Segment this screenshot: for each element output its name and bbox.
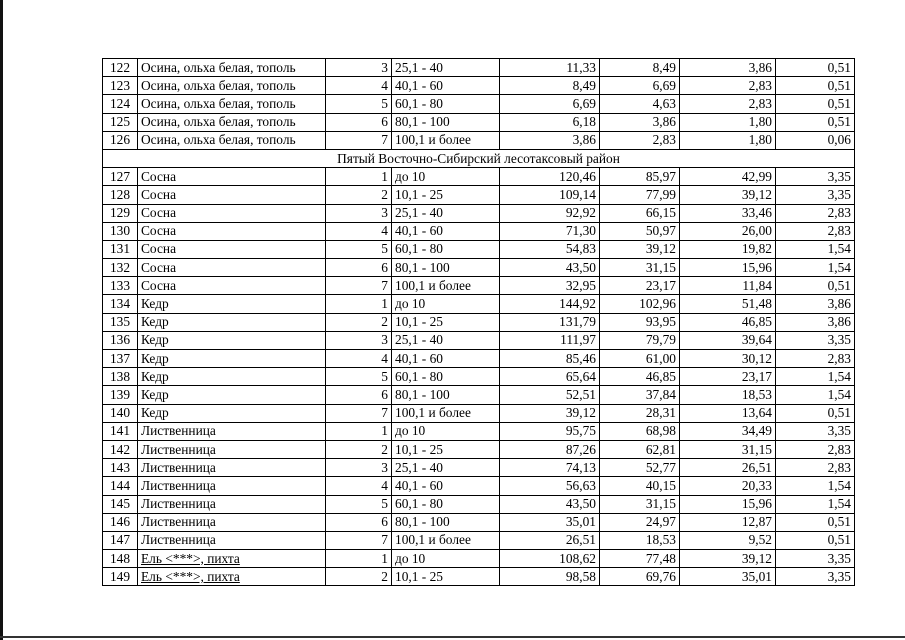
rate-cell-3: 46,85 <box>680 313 776 331</box>
rate-cell-2: 68,98 <box>600 422 680 440</box>
rate-cell-3: 2,83 <box>680 95 776 113</box>
rate-cell-4: 2,83 <box>776 459 855 477</box>
row-number-cell: 147 <box>103 531 138 549</box>
species-label: Ель <***>, пихта <box>141 550 240 566</box>
table-row <box>103 422 855 440</box>
table-row <box>103 459 855 477</box>
species-cell: Лиственница <box>138 422 326 440</box>
table-row <box>103 131 855 149</box>
table-row <box>103 240 855 258</box>
species-label: Ель <***>, пихта <box>141 568 240 584</box>
group-cell: 2 <box>326 440 392 458</box>
range-cell: 60,1 - 80 <box>392 368 500 386</box>
rate-cell-4: 0,51 <box>776 513 855 531</box>
range-cell: 10,1 - 25 <box>392 313 500 331</box>
row-number-cell: 135 <box>103 313 138 331</box>
table-row <box>103 477 855 495</box>
range-cell: 80,1 - 100 <box>392 113 500 131</box>
scan-bottom-line <box>0 636 905 638</box>
rate-cell-1: 108,62 <box>500 550 600 568</box>
row-number-cell: 129 <box>103 204 138 222</box>
species-cell: Сосна <box>138 168 326 186</box>
rate-cell-2: 93,95 <box>600 313 680 331</box>
timber-rates-table <box>102 58 855 586</box>
table-row <box>103 404 855 422</box>
group-cell: 7 <box>326 531 392 549</box>
rate-cell-1: 11,33 <box>500 59 600 77</box>
rate-cell-2: 31,15 <box>600 495 680 513</box>
group-cell: 3 <box>326 331 392 349</box>
row-number-cell: 146 <box>103 513 138 531</box>
rate-cell-3: 26,51 <box>680 459 776 477</box>
section-title: Пятый Восточно-Сибирский лесотаксовый район <box>103 149 855 167</box>
rate-cell-1: 131,79 <box>500 313 600 331</box>
group-cell: 3 <box>326 59 392 77</box>
rate-cell-4: 3,86 <box>776 295 855 313</box>
rate-cell-3: 15,96 <box>680 495 776 513</box>
rate-cell-1: 144,92 <box>500 295 600 313</box>
row-number-cell: 123 <box>103 77 138 95</box>
species-cell: Осина, ольха белая, тополь <box>138 77 326 95</box>
row-number-cell: 131 <box>103 240 138 258</box>
rate-cell-3: 30,12 <box>680 350 776 368</box>
row-number-cell: 140 <box>103 404 138 422</box>
rate-cell-3: 39,12 <box>680 550 776 568</box>
row-number-cell: 132 <box>103 259 138 277</box>
group-cell: 1 <box>326 295 392 313</box>
range-cell: 40,1 - 60 <box>392 350 500 368</box>
range-cell: 25,1 - 40 <box>392 331 500 349</box>
row-number-cell: 125 <box>103 113 138 131</box>
group-cell: 6 <box>326 513 392 531</box>
range-cell: 40,1 - 60 <box>392 77 500 95</box>
table-row <box>103 531 855 549</box>
range-cell: до 10 <box>392 550 500 568</box>
species-cell: Кедр <box>138 331 326 349</box>
table-row <box>103 550 855 568</box>
rate-cell-3: 9,52 <box>680 531 776 549</box>
table-row <box>103 568 855 586</box>
group-cell: 4 <box>326 222 392 240</box>
range-cell: 60,1 - 80 <box>392 495 500 513</box>
row-number-cell: 134 <box>103 295 138 313</box>
row-number-cell: 133 <box>103 277 138 295</box>
rate-cell-4: 0,51 <box>776 531 855 549</box>
rate-cell-1: 71,30 <box>500 222 600 240</box>
range-cell: 25,1 - 40 <box>392 459 500 477</box>
range-cell: 100,1 и более <box>392 131 500 149</box>
rate-cell-2: 28,31 <box>600 404 680 422</box>
species-cell: Осина, ольха белая, тополь <box>138 95 326 113</box>
species-cell: Лиственница <box>138 531 326 549</box>
rate-cell-2: 77,48 <box>600 550 680 568</box>
range-cell: 25,1 - 40 <box>392 204 500 222</box>
range-cell: 80,1 - 100 <box>392 259 500 277</box>
species-cell: Кедр <box>138 386 326 404</box>
rate-cell-3: 35,01 <box>680 568 776 586</box>
table-row <box>103 59 855 77</box>
species-cell: Осина, ольха белая, тополь <box>138 59 326 77</box>
group-cell: 7 <box>326 277 392 295</box>
rate-cell-1: 43,50 <box>500 495 600 513</box>
row-number-cell: 144 <box>103 477 138 495</box>
rate-cell-2: 4,63 <box>600 95 680 113</box>
rate-cell-3: 42,99 <box>680 168 776 186</box>
rate-cell-4: 0,51 <box>776 113 855 131</box>
rate-cell-3: 15,96 <box>680 259 776 277</box>
rate-cell-1: 109,14 <box>500 186 600 204</box>
rate-cell-4: 1,54 <box>776 368 855 386</box>
rate-cell-2: 39,12 <box>600 240 680 258</box>
range-cell: 80,1 - 100 <box>392 513 500 531</box>
rate-cell-1: 32,95 <box>500 277 600 295</box>
range-cell: до 10 <box>392 422 500 440</box>
range-cell: 10,1 - 25 <box>392 568 500 586</box>
table-body <box>103 59 855 586</box>
rate-cell-2: 62,81 <box>600 440 680 458</box>
group-cell: 7 <box>326 131 392 149</box>
rate-cell-4: 2,83 <box>776 222 855 240</box>
rate-cell-2: 50,97 <box>600 222 680 240</box>
group-cell: 4 <box>326 350 392 368</box>
rate-cell-2: 77,99 <box>600 186 680 204</box>
rate-cell-1: 87,26 <box>500 440 600 458</box>
rate-cell-4: 0,51 <box>776 59 855 77</box>
rate-cell-2: 3,86 <box>600 113 680 131</box>
rate-cell-4: 2,83 <box>776 440 855 458</box>
rate-cell-1: 98,58 <box>500 568 600 586</box>
rate-cell-3: 3,86 <box>680 59 776 77</box>
rate-cell-1: 8,49 <box>500 77 600 95</box>
rate-cell-2: 102,96 <box>600 295 680 313</box>
table-row <box>103 113 855 131</box>
table-row <box>103 440 855 458</box>
rate-cell-3: 11,84 <box>680 277 776 295</box>
species-cell: Лиственница <box>138 513 326 531</box>
group-cell: 1 <box>326 422 392 440</box>
rate-cell-1: 95,75 <box>500 422 600 440</box>
group-cell: 6 <box>326 259 392 277</box>
species-cell: Кедр <box>138 295 326 313</box>
row-number-cell: 128 <box>103 186 138 204</box>
rate-cell-3: 34,49 <box>680 422 776 440</box>
table-row <box>103 204 855 222</box>
species-cell <box>138 568 326 586</box>
range-cell: 100,1 и более <box>392 277 500 295</box>
rate-cell-3: 39,12 <box>680 186 776 204</box>
species-cell: Лиственница <box>138 495 326 513</box>
rate-cell-1: 65,64 <box>500 368 600 386</box>
table-row <box>103 295 855 313</box>
rate-cell-3: 1,80 <box>680 131 776 149</box>
table-row <box>103 313 855 331</box>
rate-cell-4: 0,51 <box>776 404 855 422</box>
table-row <box>103 277 855 295</box>
row-number-cell: 127 <box>103 168 138 186</box>
species-cell: Кедр <box>138 404 326 422</box>
rate-cell-3: 12,87 <box>680 513 776 531</box>
group-cell: 4 <box>326 477 392 495</box>
rate-cell-2: 24,97 <box>600 513 680 531</box>
rate-cell-1: 54,83 <box>500 240 600 258</box>
rate-cell-1: 26,51 <box>500 531 600 549</box>
range-cell: 60,1 - 80 <box>392 95 500 113</box>
rate-cell-4: 1,54 <box>776 240 855 258</box>
row-number-cell: 138 <box>103 368 138 386</box>
group-cell: 6 <box>326 113 392 131</box>
table-row <box>103 368 855 386</box>
species-cell: Кедр <box>138 313 326 331</box>
table-row <box>103 95 855 113</box>
range-cell: до 10 <box>392 295 500 313</box>
row-number-cell: 137 <box>103 350 138 368</box>
rate-cell-2: 46,85 <box>600 368 680 386</box>
row-number-cell: 149 <box>103 568 138 586</box>
rate-cell-4: 3,35 <box>776 568 855 586</box>
species-cell: Сосна <box>138 222 326 240</box>
rate-cell-4: 3,35 <box>776 168 855 186</box>
species-cell: Осина, ольха белая, тополь <box>138 113 326 131</box>
rate-cell-4: 1,54 <box>776 477 855 495</box>
rate-cell-2: 23,17 <box>600 277 680 295</box>
rate-cell-1: 56,63 <box>500 477 600 495</box>
row-number-cell: 139 <box>103 386 138 404</box>
rate-cell-4: 1,54 <box>776 386 855 404</box>
group-cell: 1 <box>326 550 392 568</box>
range-cell: 60,1 - 80 <box>392 240 500 258</box>
table-row <box>103 350 855 368</box>
rate-cell-4: 0,51 <box>776 95 855 113</box>
row-number-cell: 126 <box>103 131 138 149</box>
row-number-cell: 124 <box>103 95 138 113</box>
rate-cell-3: 18,53 <box>680 386 776 404</box>
species-cell: Осина, ольха белая, тополь <box>138 131 326 149</box>
range-cell: 10,1 - 25 <box>392 186 500 204</box>
rate-cell-1: 3,86 <box>500 131 600 149</box>
scan-edge-line <box>0 0 3 640</box>
rate-cell-1: 6,18 <box>500 113 600 131</box>
table-row <box>103 77 855 95</box>
rate-cell-1: 74,13 <box>500 459 600 477</box>
row-number-cell: 145 <box>103 495 138 513</box>
row-number-cell: 148 <box>103 550 138 568</box>
rate-cell-1: 43,50 <box>500 259 600 277</box>
rate-cell-4: 0,51 <box>776 277 855 295</box>
group-cell: 2 <box>326 568 392 586</box>
table-row <box>103 495 855 513</box>
rate-cell-3: 13,64 <box>680 404 776 422</box>
rate-cell-4: 1,54 <box>776 495 855 513</box>
rate-cell-4: 0,06 <box>776 131 855 149</box>
rate-cell-4: 3,35 <box>776 422 855 440</box>
rate-cell-1: 120,46 <box>500 168 600 186</box>
rate-cell-2: 85,97 <box>600 168 680 186</box>
group-cell: 5 <box>326 95 392 113</box>
rate-cell-2: 52,77 <box>600 459 680 477</box>
group-cell: 5 <box>326 240 392 258</box>
rate-cell-3: 20,33 <box>680 477 776 495</box>
range-cell: до 10 <box>392 168 500 186</box>
rate-cell-2: 40,15 <box>600 477 680 495</box>
rate-cell-1: 6,69 <box>500 95 600 113</box>
rate-cell-2: 79,79 <box>600 331 680 349</box>
range-cell: 100,1 и более <box>392 531 500 549</box>
range-cell: 10,1 - 25 <box>392 440 500 458</box>
species-cell: Сосна <box>138 259 326 277</box>
species-cell: Сосна <box>138 277 326 295</box>
rate-cell-2: 6,69 <box>600 77 680 95</box>
rate-cell-4: 2,83 <box>776 204 855 222</box>
row-number-cell: 141 <box>103 422 138 440</box>
rate-cell-4: 2,83 <box>776 350 855 368</box>
group-cell: 1 <box>326 168 392 186</box>
rate-cell-4: 3,35 <box>776 186 855 204</box>
group-cell: 2 <box>326 313 392 331</box>
rate-cell-3: 23,17 <box>680 368 776 386</box>
rate-cell-3: 26,00 <box>680 222 776 240</box>
rate-cell-1: 52,51 <box>500 386 600 404</box>
rate-cell-2: 18,53 <box>600 531 680 549</box>
range-cell: 80,1 - 100 <box>392 386 500 404</box>
rate-cell-2: 37,84 <box>600 386 680 404</box>
species-cell: Кедр <box>138 368 326 386</box>
species-cell: Сосна <box>138 186 326 204</box>
species-cell: Лиственница <box>138 440 326 458</box>
range-cell: 100,1 и более <box>392 404 500 422</box>
rate-cell-2: 31,15 <box>600 259 680 277</box>
rate-cell-3: 51,48 <box>680 295 776 313</box>
group-cell: 5 <box>326 368 392 386</box>
rate-cell-4: 3,86 <box>776 313 855 331</box>
species-cell <box>138 550 326 568</box>
table-row <box>103 222 855 240</box>
rate-cell-1: 111,97 <box>500 331 600 349</box>
table-row <box>103 186 855 204</box>
group-cell: 2 <box>326 186 392 204</box>
rate-cell-3: 31,15 <box>680 440 776 458</box>
rate-cell-1: 85,46 <box>500 350 600 368</box>
rate-cell-4: 3,35 <box>776 331 855 349</box>
species-cell: Лиственница <box>138 477 326 495</box>
rate-cell-4: 1,54 <box>776 259 855 277</box>
row-number-cell: 142 <box>103 440 138 458</box>
rate-cell-3: 19,82 <box>680 240 776 258</box>
group-cell: 5 <box>326 495 392 513</box>
rate-cell-1: 39,12 <box>500 404 600 422</box>
table-row <box>103 331 855 349</box>
rate-cell-4: 0,51 <box>776 77 855 95</box>
rate-cell-2: 2,83 <box>600 131 680 149</box>
row-number-cell: 136 <box>103 331 138 349</box>
rate-cell-3: 2,83 <box>680 77 776 95</box>
table-row <box>103 513 855 531</box>
table-row <box>103 168 855 186</box>
range-cell: 40,1 - 60 <box>392 222 500 240</box>
group-cell: 6 <box>326 386 392 404</box>
rate-cell-3: 1,80 <box>680 113 776 131</box>
rate-cell-4: 3,35 <box>776 550 855 568</box>
group-cell: 7 <box>326 404 392 422</box>
rate-cell-2: 8,49 <box>600 59 680 77</box>
rate-cell-1: 92,92 <box>500 204 600 222</box>
group-cell: 3 <box>326 204 392 222</box>
row-number-cell: 130 <box>103 222 138 240</box>
species-cell: Лиственница <box>138 459 326 477</box>
species-cell: Сосна <box>138 240 326 258</box>
rate-cell-2: 69,76 <box>600 568 680 586</box>
species-cell: Кедр <box>138 350 326 368</box>
table-row <box>103 386 855 404</box>
table-row <box>103 259 855 277</box>
rate-cell-2: 66,15 <box>600 204 680 222</box>
section-header-row <box>103 149 855 167</box>
rate-cell-1: 35,01 <box>500 513 600 531</box>
rate-cell-3: 33,46 <box>680 204 776 222</box>
group-cell: 4 <box>326 77 392 95</box>
rate-cell-3: 39,64 <box>680 331 776 349</box>
range-cell: 25,1 - 40 <box>392 59 500 77</box>
species-cell: Сосна <box>138 204 326 222</box>
range-cell: 40,1 - 60 <box>392 477 500 495</box>
group-cell: 3 <box>326 459 392 477</box>
rate-cell-2: 61,00 <box>600 350 680 368</box>
row-number-cell: 122 <box>103 59 138 77</box>
row-number-cell: 143 <box>103 459 138 477</box>
